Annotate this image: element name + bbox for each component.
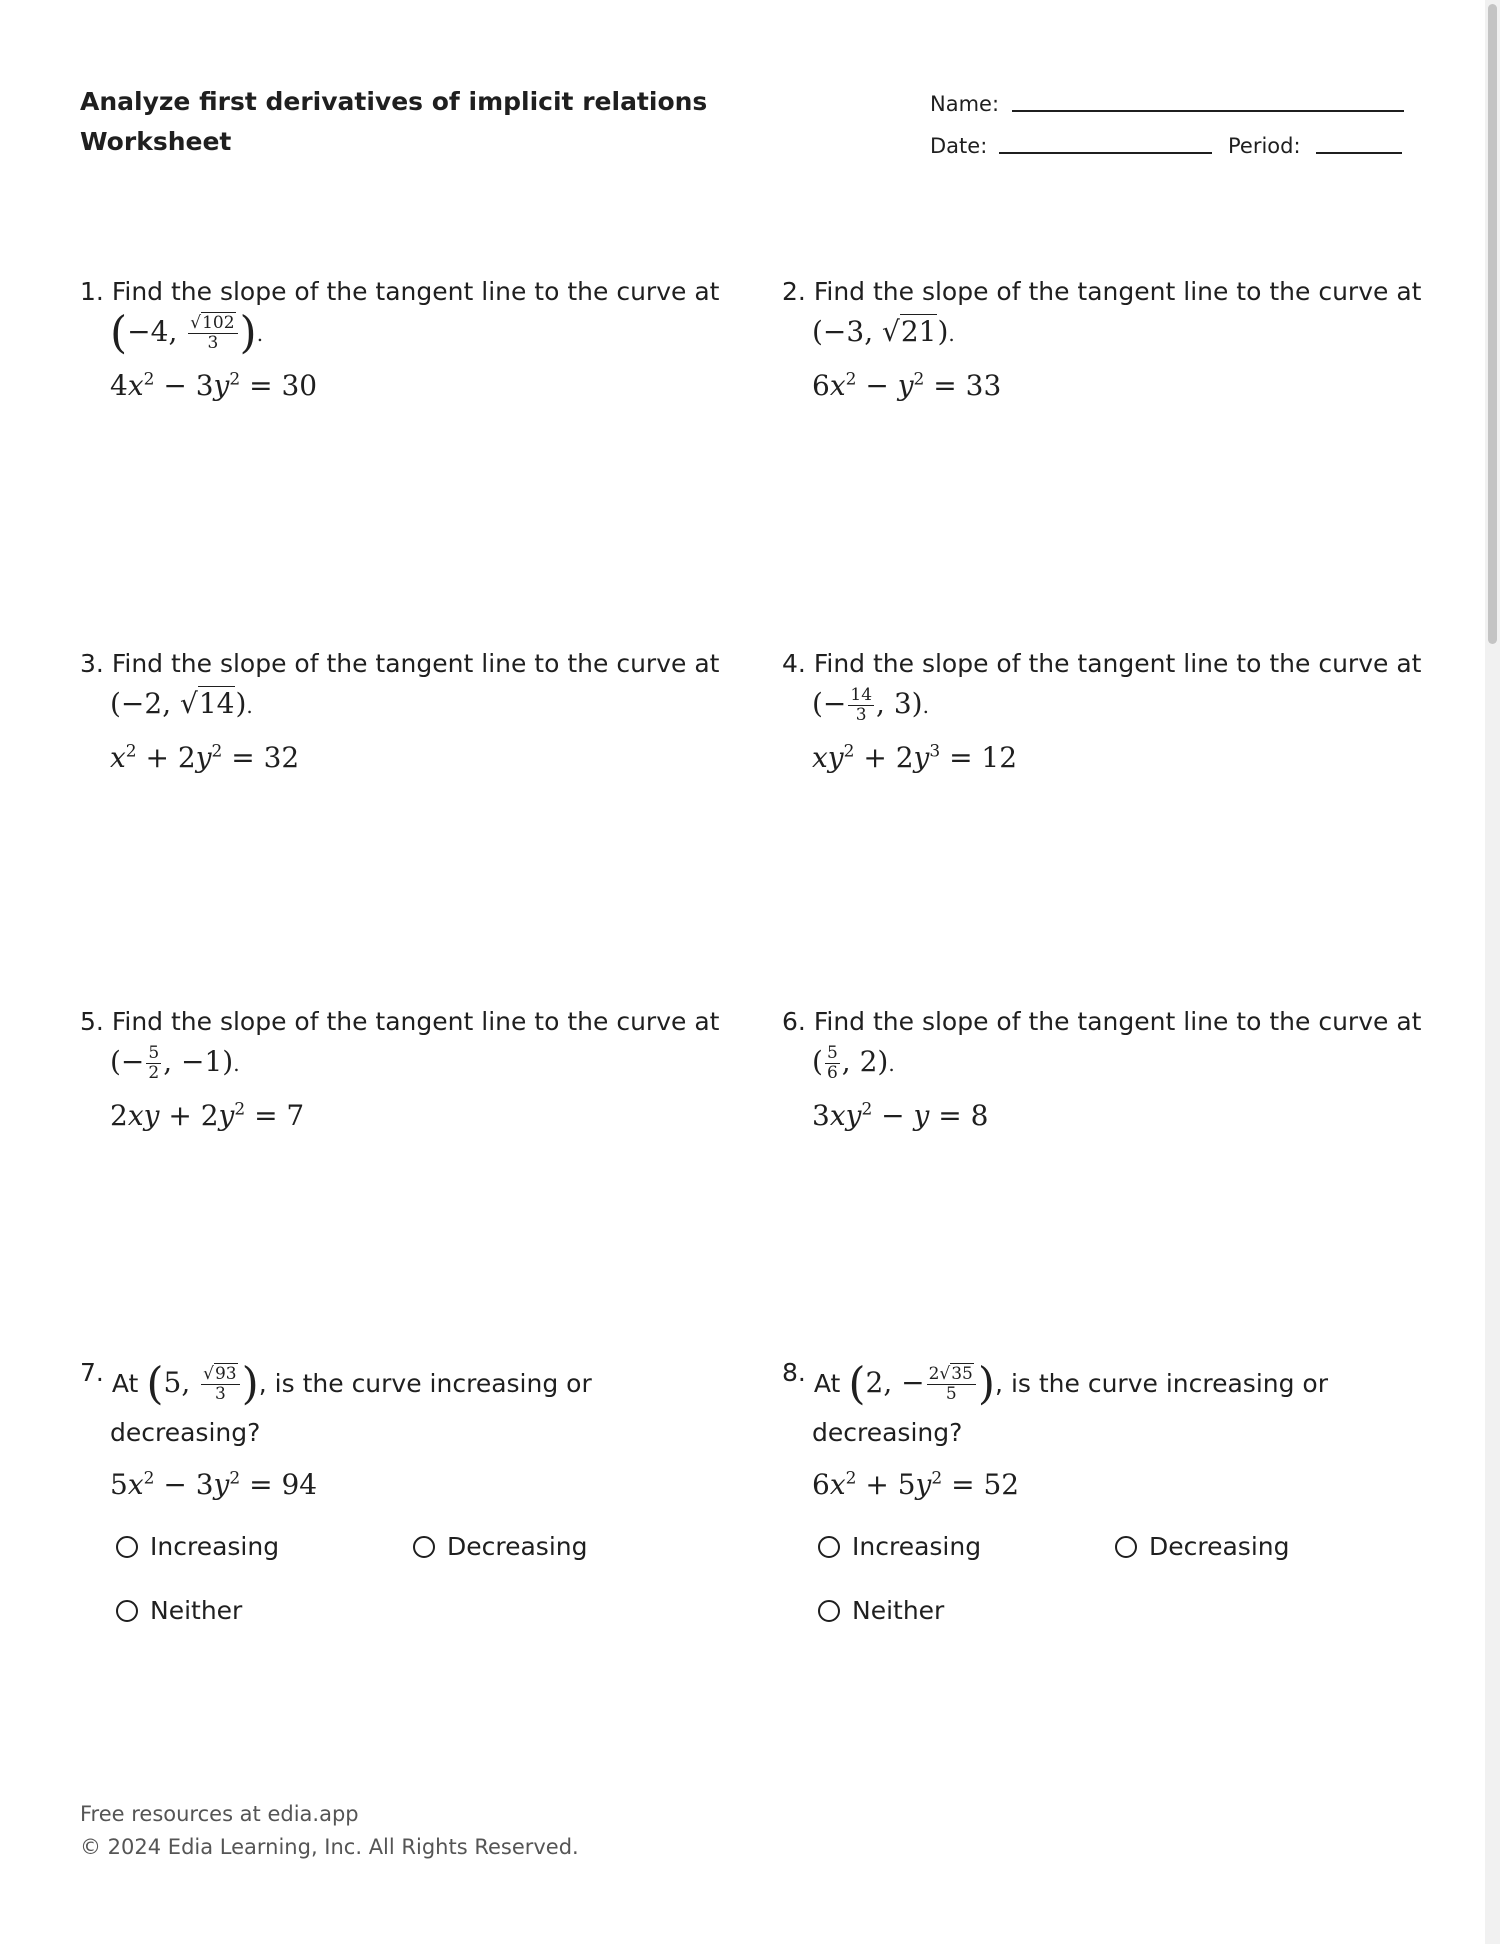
problem-equation: $x^2 + 2y^2 = 32$ xyxy=(110,741,300,774)
problem-number: 5. xyxy=(80,1007,104,1036)
footer xyxy=(80,1798,579,1864)
problem-prompt: Find the slope of the tangent line to the curve at xyxy=(813,277,1422,306)
problem-number: 4. xyxy=(782,649,806,678)
footer-resources-link[interactable]: Free resources at edia.app xyxy=(80,1802,359,1826)
answer-choices xyxy=(116,1528,592,1638)
choice-decreasing[interactable] xyxy=(1115,1528,1290,1566)
date-blank[interactable] xyxy=(999,152,1212,154)
problem-number: 3. xyxy=(80,649,104,678)
problem-equation: $3xy^2 - y = 8$ xyxy=(812,1099,989,1132)
problem-2 xyxy=(782,273,1421,407)
problem-equation: $4x^2 - 3y^2 = 30$ xyxy=(110,369,318,402)
problem-prompt: Find the slope of the tangent line to the curve at xyxy=(813,649,1422,678)
radio-circle-icon[interactable] xyxy=(413,1536,435,1558)
problem-prompt: Find the slope of the tangent line to the curve at xyxy=(813,1007,1422,1036)
problem-prompt-pre: At xyxy=(111,1369,139,1398)
problem-prompt-line2: decreasing? xyxy=(812,1418,963,1447)
choice-increasing[interactable] xyxy=(116,1528,279,1566)
scrollbar-thumb[interactable] xyxy=(1488,4,1497,644)
date-label: Date: xyxy=(930,134,988,158)
problem-point: (2, − $\frac{2√35}{5}$ ) xyxy=(848,1358,996,1410)
choice-label: Neither xyxy=(150,1596,243,1625)
problem-point: ( $\frac{5}{6}$ , 2). xyxy=(812,1043,895,1083)
problem-number: 8. xyxy=(782,1358,806,1387)
problem-number: 1. xyxy=(80,277,104,306)
problem-equation: $6x^2 + 5y^2 = 52$ xyxy=(812,1468,1020,1501)
radio-circle-icon[interactable] xyxy=(818,1600,840,1622)
problem-prompt-line2: decreasing? xyxy=(110,1418,261,1447)
radio-circle-icon[interactable] xyxy=(818,1536,840,1558)
choice-neither[interactable] xyxy=(116,1592,242,1630)
problem-point: (5, $\frac{√93}{3}$ ) xyxy=(146,1358,259,1410)
problem-prompt: Find the slope of the tangent line to the curve at xyxy=(111,1007,720,1036)
footer-copyright: © 2024 Edia Learning, Inc. All Rights Reserved. xyxy=(80,1835,579,1859)
problem-number: 7. xyxy=(80,1358,104,1387)
problem-equation: $6x^2 - y^2 = 33$ xyxy=(812,369,1002,402)
problem-point: (−3, √21). xyxy=(812,315,955,348)
problem-prompt: Find the slope of the tangent line to the curve at xyxy=(111,649,720,678)
problem-equation: $5x^2 - 3y^2 = 94$ xyxy=(110,1468,318,1501)
problem-equation: $2xy + 2y^2 = 7$ xyxy=(110,1099,305,1132)
problem-point: (− $\frac{5}{2}$ , −1). xyxy=(110,1043,240,1083)
problem-point: (− $\frac{14}{3}$ , 3). xyxy=(812,685,929,725)
choice-label: Decreasing xyxy=(447,1532,588,1561)
choice-neither[interactable] xyxy=(818,1592,944,1630)
name-blank[interactable] xyxy=(1012,110,1404,112)
problem-point: (−2, √14). xyxy=(110,687,253,720)
choice-label: Increasing xyxy=(150,1532,280,1561)
problem-6 xyxy=(782,1003,1421,1137)
problem-number: 2. xyxy=(782,277,806,306)
choice-decreasing[interactable] xyxy=(413,1528,588,1566)
period-blank[interactable] xyxy=(1316,152,1402,154)
problem-8 xyxy=(782,1358,1328,1638)
choice-label: Neither xyxy=(852,1596,945,1625)
scrollbar-track[interactable] xyxy=(1485,0,1500,1944)
problem-3 xyxy=(80,645,719,779)
choice-increasing[interactable] xyxy=(818,1528,981,1566)
problem-prompt: Find the slope of the tangent line to the curve at xyxy=(111,277,720,306)
name-label: Name: xyxy=(930,92,1000,116)
title-line-2: Worksheet xyxy=(80,127,232,156)
problem-4 xyxy=(782,645,1421,779)
radio-circle-icon[interactable] xyxy=(1115,1536,1137,1558)
period-label: Period: xyxy=(1228,134,1301,158)
worksheet-title xyxy=(80,82,707,162)
answer-choices xyxy=(818,1528,1328,1638)
problem-point: (−4, $\frac{√102}{3}$ ). xyxy=(110,307,264,359)
problem-prompt-post: , is the curve increasing or xyxy=(995,1369,1328,1398)
choice-label: Increasing xyxy=(852,1532,982,1561)
problem-number: 6. xyxy=(782,1007,806,1036)
choice-label: Decreasing xyxy=(1149,1532,1290,1561)
problem-7 xyxy=(80,1358,592,1638)
radio-circle-icon[interactable] xyxy=(116,1600,138,1622)
problem-equation: $xy^2 + 2y^3 = 12$ xyxy=(812,741,1018,774)
radio-circle-icon[interactable] xyxy=(116,1536,138,1558)
problem-prompt-post: , is the curve increasing or xyxy=(258,1369,592,1398)
problem-1 xyxy=(80,273,719,407)
problem-prompt-pre: At xyxy=(813,1369,841,1398)
problem-5 xyxy=(80,1003,719,1137)
title-line-1: Analyze first derivatives of implicit relations xyxy=(80,87,708,116)
